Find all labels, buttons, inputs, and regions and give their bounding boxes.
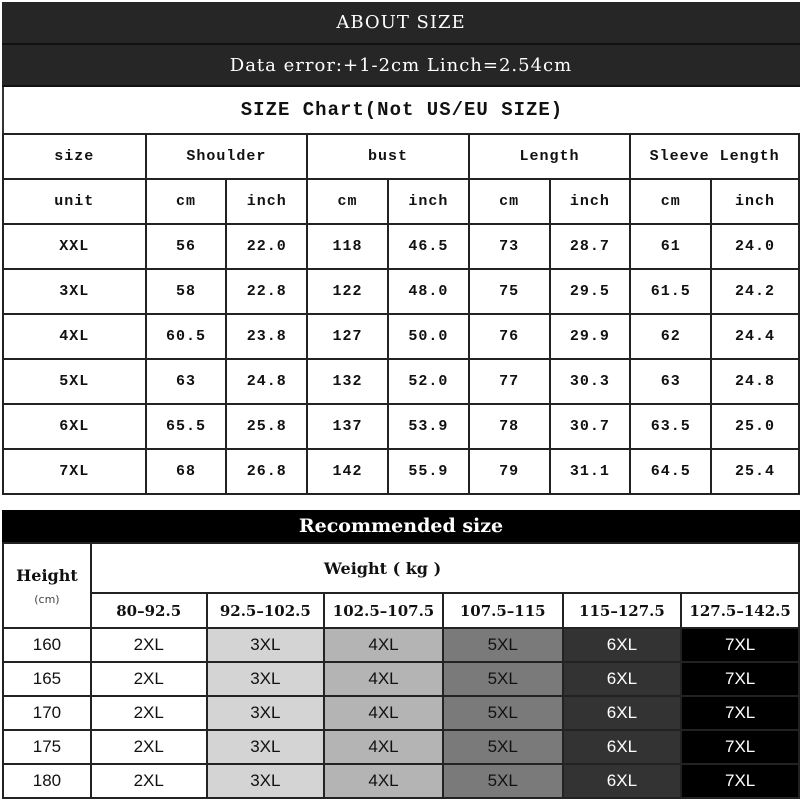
size-label: 7XL	[3, 449, 146, 494]
measurement-cell: 50.0	[388, 314, 469, 359]
recommended-size-cell: 4XL	[324, 628, 443, 662]
measurement-cell: 73	[469, 224, 550, 269]
measurement-cell: 24.8	[711, 359, 799, 404]
recommended-size-cell: 6XL	[563, 730, 682, 764]
table-row	[3, 628, 799, 662]
height-unit: (cm)	[34, 592, 60, 606]
recommended-size-cell: 5XL	[443, 662, 563, 696]
measurement-cell: 127	[307, 314, 388, 359]
recommended-size-cell: 5XL	[443, 696, 563, 730]
measurement-cell: 122	[307, 269, 388, 314]
recommended-size-cell: 3XL	[207, 696, 325, 730]
measurement-cell: 142	[307, 449, 388, 494]
weight-label: Weight ( kg )	[91, 543, 799, 593]
recommended-size-cell: 3XL	[207, 764, 325, 798]
measurement-cell: 31.1	[550, 449, 631, 494]
shoulder-header: Shoulder	[146, 134, 308, 179]
measurement-cell: 68	[146, 449, 227, 494]
weight-range: 107.5–115	[443, 593, 563, 628]
measurement-cell: 30.7	[550, 404, 631, 449]
measurement-cell: 46.5	[388, 224, 469, 269]
weight-range: 102.5–107.5	[324, 593, 443, 628]
unit-label: unit	[3, 179, 146, 224]
recommended-size-cell: 3XL	[207, 662, 325, 696]
measurement-cell: 118	[307, 224, 388, 269]
measurement-cell: 52.0	[388, 359, 469, 404]
measurement-cell: 77	[469, 359, 550, 404]
weight-range: 127.5–142.5	[681, 593, 799, 628]
unit-row	[3, 179, 799, 224]
height-header	[3, 543, 91, 628]
recommended-size-cell: 2XL	[91, 730, 207, 764]
height-value: 170	[3, 696, 91, 730]
recommended-size-cell: 4XL	[324, 696, 443, 730]
recommended-size-cell: 2XL	[91, 628, 207, 662]
height-value: 175	[3, 730, 91, 764]
size-label: 4XL	[3, 314, 146, 359]
recommended-size-cell: 4XL	[324, 764, 443, 798]
recommended-size-cell: 5XL	[443, 764, 563, 798]
recommended-size-title: Recommended size	[2, 510, 800, 542]
table-row	[3, 696, 799, 730]
measurement-cell: 25.0	[711, 404, 799, 449]
weight-range: 115–127.5	[563, 593, 682, 628]
height-value: 180	[3, 764, 91, 798]
measurement-cell: 53.9	[388, 404, 469, 449]
measurement-cell: 65.5	[146, 404, 227, 449]
recommended-size-table	[2, 542, 800, 799]
measurement-cell: 60.5	[146, 314, 227, 359]
table-row	[3, 404, 799, 449]
measurement-cell: 30.3	[550, 359, 631, 404]
unit-cell: inch	[388, 179, 469, 224]
unit-cell: inch	[226, 179, 307, 224]
height-label: Height	[16, 565, 78, 585]
weight-range: 80–92.5	[91, 593, 207, 628]
measurement-cell: 78	[469, 404, 550, 449]
measurement-cell: 22.8	[226, 269, 307, 314]
measurement-cell: 132	[307, 359, 388, 404]
measurement-cell: 63	[146, 359, 227, 404]
weight-range-row	[3, 593, 799, 628]
measurement-cell: 25.4	[711, 449, 799, 494]
unit-cell: cm	[146, 179, 227, 224]
measurement-cell: 55.9	[388, 449, 469, 494]
recommended-size-cell: 7XL	[681, 764, 799, 798]
group-header-row	[3, 134, 799, 179]
recommended-size-cell: 2XL	[91, 696, 207, 730]
recommended-size-cell: 4XL	[324, 730, 443, 764]
measurement-cell: 29.5	[550, 269, 631, 314]
size-header: size	[3, 134, 146, 179]
size-label: 5XL	[3, 359, 146, 404]
measurement-cell: 48.0	[388, 269, 469, 314]
measurement-cell: 76	[469, 314, 550, 359]
measurement-cell: 58	[146, 269, 227, 314]
recommended-size-cell: 5XL	[443, 628, 563, 662]
recommended-size-cell: 7XL	[681, 662, 799, 696]
measurement-cell: 62	[630, 314, 711, 359]
measurement-cell: 61	[630, 224, 711, 269]
measurement-cell: 63	[630, 359, 711, 404]
table-row	[3, 359, 799, 404]
length-header: Length	[469, 134, 631, 179]
table-row	[3, 764, 799, 798]
table-row	[3, 449, 799, 494]
measurement-cell: 26.8	[226, 449, 307, 494]
table-row	[3, 662, 799, 696]
unit-cell: cm	[630, 179, 711, 224]
unit-cell: cm	[307, 179, 388, 224]
measurement-cell: 61.5	[630, 269, 711, 314]
measurement-cell: 24.0	[711, 224, 799, 269]
size-chart-table	[2, 133, 800, 495]
table-row	[3, 314, 799, 359]
measurement-cell: 24.8	[226, 359, 307, 404]
height-value: 160	[3, 628, 91, 662]
recommended-size-cell: 6XL	[563, 696, 682, 730]
measurement-cell: 28.7	[550, 224, 631, 269]
height-value: 165	[3, 662, 91, 696]
recommended-size-cell: 6XL	[563, 662, 682, 696]
measurement-cell: 63.5	[630, 404, 711, 449]
measurement-cell: 56	[146, 224, 227, 269]
unit-cell: inch	[711, 179, 799, 224]
unit-cell: cm	[469, 179, 550, 224]
recommended-size-cell: 2XL	[91, 662, 207, 696]
about-size-title: ABOUT SIZE	[2, 2, 800, 45]
recommended-size-cell: 7XL	[681, 628, 799, 662]
data-error-note: Data error:+1-2cm Linch=2.54cm	[2, 45, 800, 87]
measurement-cell: 24.4	[711, 314, 799, 359]
measurement-cell: 64.5	[630, 449, 711, 494]
recommended-size-cell: 6XL	[563, 628, 682, 662]
sleeve-length-header: Sleeve Length	[630, 134, 799, 179]
size-chart-title: SIZE Chart(Not US/EU SIZE)	[2, 87, 800, 133]
table-row	[3, 730, 799, 764]
table-row	[3, 269, 799, 314]
weight-range: 92.5–102.5	[207, 593, 325, 628]
size-label: 3XL	[3, 269, 146, 314]
unit-cell: inch	[550, 179, 631, 224]
recommended-size-cell: 7XL	[681, 730, 799, 764]
bust-header: bust	[307, 134, 469, 179]
measurement-cell: 29.9	[550, 314, 631, 359]
size-label: XXL	[3, 224, 146, 269]
measurement-cell: 75	[469, 269, 550, 314]
recommended-size-cell: 7XL	[681, 696, 799, 730]
measurement-cell: 79	[469, 449, 550, 494]
recommended-size-cell: 6XL	[563, 764, 682, 798]
measurement-cell: 137	[307, 404, 388, 449]
measurement-cell: 23.8	[226, 314, 307, 359]
table-row	[3, 224, 799, 269]
size-label: 6XL	[3, 404, 146, 449]
recommended-size-cell: 2XL	[91, 764, 207, 798]
measurement-cell: 22.0	[226, 224, 307, 269]
recommended-size-cell: 3XL	[207, 730, 325, 764]
weight-label-row	[3, 543, 799, 593]
recommended-size-cell: 5XL	[443, 730, 563, 764]
recommended-size-cell: 3XL	[207, 628, 325, 662]
measurement-cell: 25.8	[226, 404, 307, 449]
measurement-cell: 24.2	[711, 269, 799, 314]
recommended-size-cell: 4XL	[324, 662, 443, 696]
